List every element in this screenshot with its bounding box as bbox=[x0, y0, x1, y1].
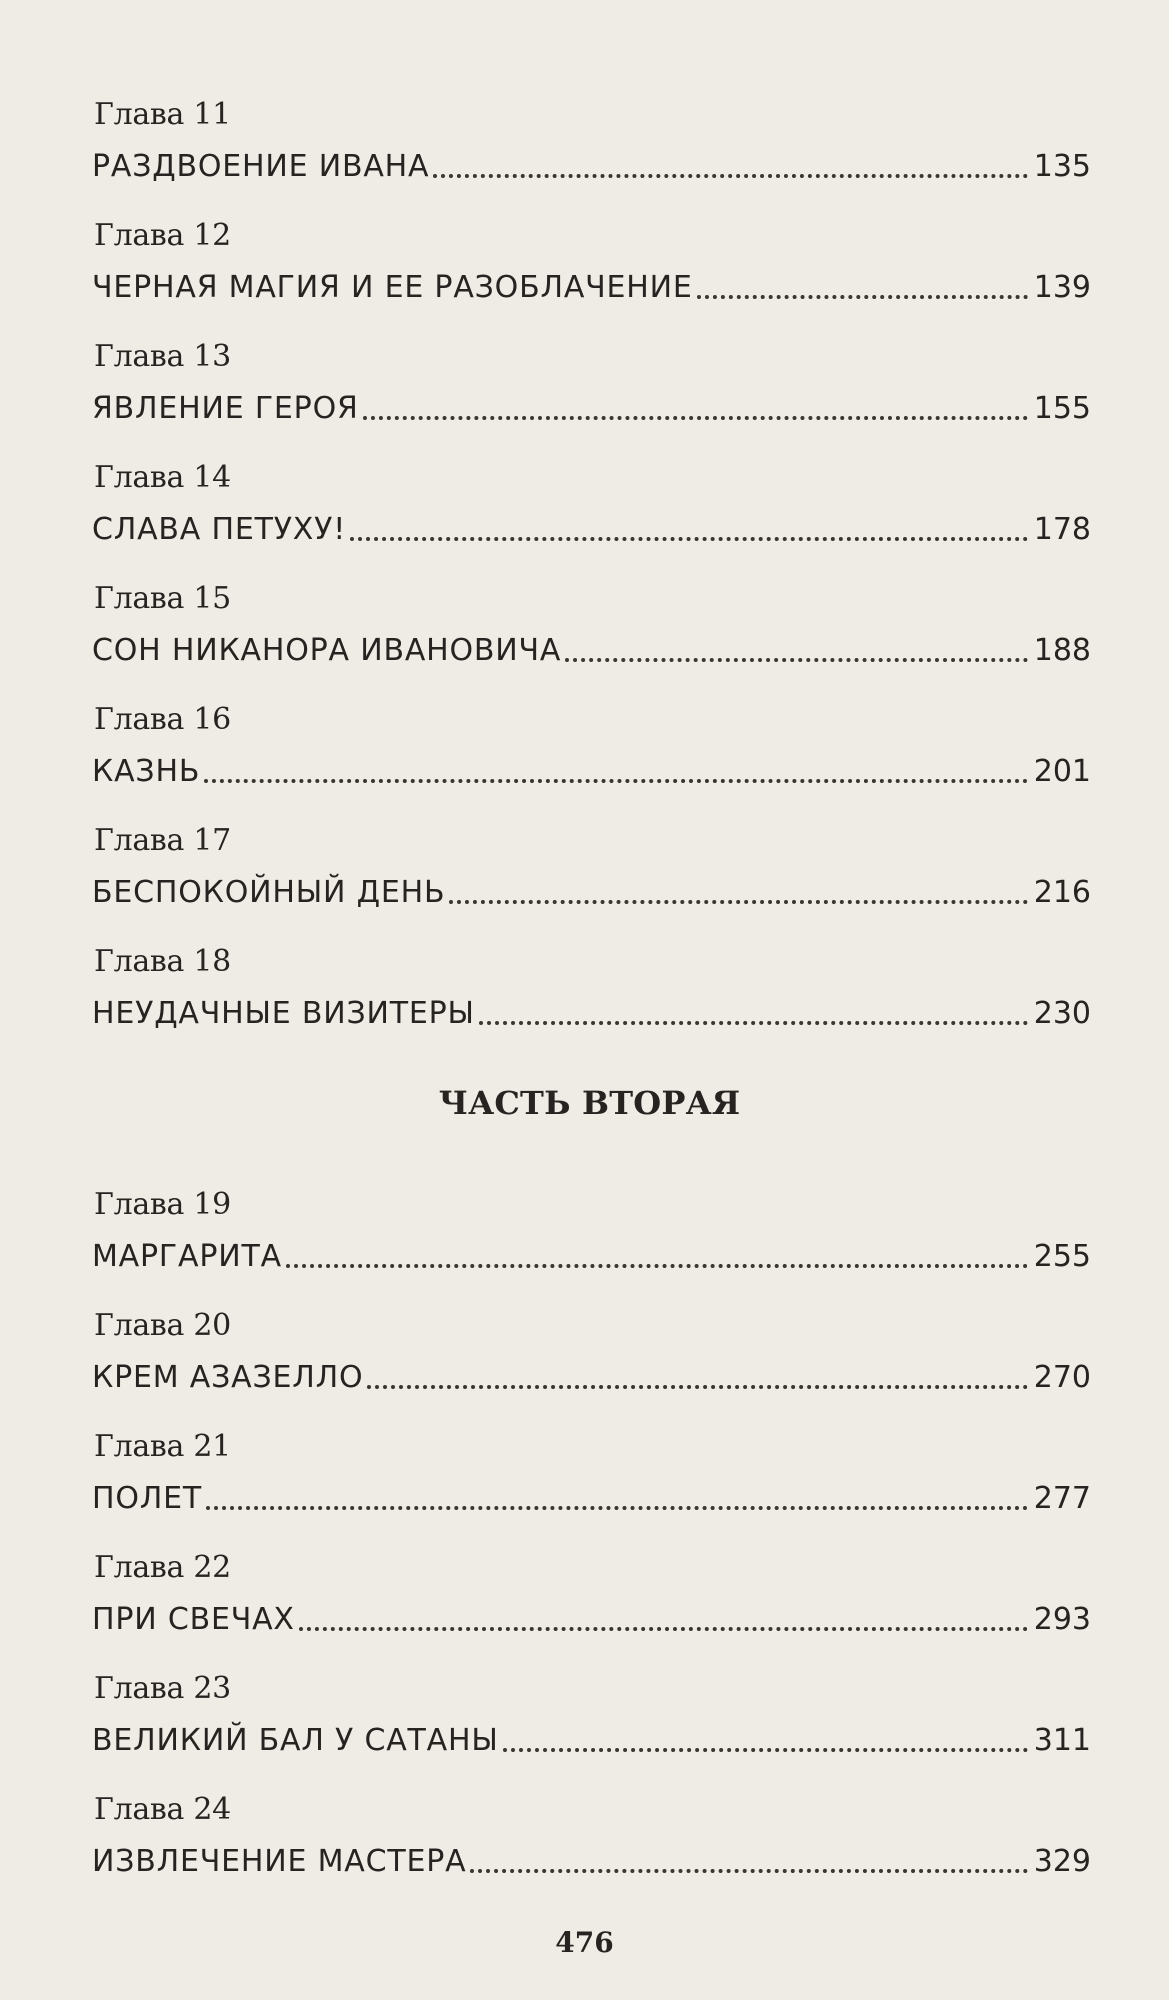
dot-leader bbox=[565, 658, 1028, 662]
toc-entry bbox=[88, 942, 1091, 1063]
chapter-title: ЧЕРНАЯ МАГИЯ И ЕЕ РАЗОБЛАЧЕНИЕ bbox=[92, 270, 693, 305]
toc-entry bbox=[88, 1306, 1091, 1427]
toc-entry-line bbox=[92, 629, 1091, 673]
chapter-number: Глава 22 bbox=[94, 1550, 231, 1585]
chapter-number: Глава 24 bbox=[94, 1792, 231, 1827]
chapter-title: СЛАВА ПЕТУХУ! bbox=[92, 512, 347, 547]
chapter-title: МАРГАРИТА bbox=[92, 1239, 282, 1274]
chapter-page: 139 bbox=[1033, 270, 1091, 305]
chapter-title: КАЗНЬ bbox=[92, 754, 201, 789]
chapter-page: 270 bbox=[1033, 1360, 1091, 1395]
toc-entry bbox=[88, 579, 1091, 700]
chapter-title: ВЕЛИКИЙ БАЛ У САТАНЫ bbox=[92, 1723, 499, 1758]
toc-entry-line bbox=[92, 508, 1091, 552]
dot-leader bbox=[479, 1021, 1028, 1025]
toc-entry bbox=[88, 700, 1091, 821]
chapter-page: 255 bbox=[1033, 1239, 1091, 1274]
toc-entry-line bbox=[92, 871, 1091, 915]
chapter-title: ЯВЛЕНИЕ ГЕРОЯ bbox=[92, 391, 359, 426]
toc-entry-line bbox=[92, 992, 1091, 1036]
dot-leader bbox=[286, 1264, 1028, 1268]
dot-leader bbox=[470, 1869, 1027, 1873]
chapter-title: НЕУДАЧНЫЕ ВИЗИТЕРЫ bbox=[92, 996, 475, 1031]
chapter-title: КРЕМ АЗАЗЕЛЛО bbox=[92, 1360, 364, 1395]
toc-entry bbox=[88, 1185, 1091, 1306]
dot-leader bbox=[206, 1506, 1028, 1510]
chapter-number: Глава 12 bbox=[94, 218, 231, 253]
toc-entry-line bbox=[92, 1477, 1091, 1521]
toc-entry bbox=[88, 821, 1091, 942]
dot-leader bbox=[449, 900, 1027, 904]
chapter-page: 201 bbox=[1033, 754, 1091, 789]
chapter-title: БЕСПОКОЙНЫЙ ДЕНЬ bbox=[92, 875, 446, 910]
toc-entry-line bbox=[92, 1840, 1091, 1884]
chapter-title: ПРИ СВЕЧАХ bbox=[92, 1602, 295, 1637]
page-number: 476 bbox=[555, 1926, 614, 1959]
toc-entry-line bbox=[92, 145, 1091, 189]
chapter-page: 329 bbox=[1033, 1844, 1091, 1879]
chapter-page: 230 bbox=[1033, 996, 1091, 1031]
dot-leader bbox=[433, 174, 1027, 178]
toc-entry bbox=[88, 458, 1091, 579]
toc-entry bbox=[88, 1790, 1091, 1911]
chapter-page: 216 bbox=[1033, 875, 1091, 910]
chapter-number: Глава 16 bbox=[94, 702, 231, 737]
toc-entry bbox=[88, 1548, 1091, 1669]
toc-entry-line bbox=[92, 750, 1091, 794]
dot-leader bbox=[350, 537, 1028, 541]
chapter-title: СОН НИКАНОРА ИВАНОВИЧА bbox=[92, 633, 562, 668]
chapter-number: Глава 11 bbox=[94, 97, 231, 132]
toc-entry-line bbox=[92, 1719, 1091, 1763]
chapter-title: ИЗВЛЕЧЕНИЕ МАСТЕРА bbox=[92, 1844, 467, 1879]
toc-entry-line bbox=[92, 1598, 1091, 1642]
dot-leader bbox=[363, 416, 1028, 420]
toc-group-part-one bbox=[88, 95, 1091, 1063]
toc-entry bbox=[88, 95, 1091, 216]
chapter-number: Глава 13 bbox=[94, 339, 231, 374]
chapter-page: 178 bbox=[1033, 512, 1091, 547]
toc-entry-line bbox=[92, 387, 1091, 431]
dot-leader bbox=[503, 1748, 1028, 1752]
chapter-page: 277 bbox=[1033, 1481, 1091, 1516]
toc-entry bbox=[88, 216, 1091, 337]
chapter-page: 135 bbox=[1033, 149, 1091, 184]
toc-entry-line bbox=[92, 1356, 1091, 1400]
chapter-number: Глава 17 bbox=[94, 823, 231, 858]
toc-group-part-two bbox=[88, 1185, 1091, 1911]
dot-leader bbox=[299, 1627, 1028, 1631]
chapter-page: 293 bbox=[1033, 1602, 1091, 1637]
chapter-page: 311 bbox=[1033, 1723, 1091, 1758]
toc-entry-line bbox=[92, 1235, 1091, 1279]
chapter-number: Глава 14 bbox=[94, 460, 231, 495]
toc-entry-line bbox=[92, 266, 1091, 310]
chapter-number: Глава 19 bbox=[94, 1187, 231, 1222]
part-heading bbox=[88, 1063, 1091, 1185]
dot-leader bbox=[697, 295, 1028, 299]
toc-entry bbox=[88, 1427, 1091, 1548]
chapter-number: Глава 23 bbox=[94, 1671, 231, 1706]
toc-entry bbox=[88, 1669, 1091, 1790]
chapter-page: 155 bbox=[1033, 391, 1091, 426]
chapter-number: Глава 15 bbox=[94, 581, 231, 616]
dot-leader bbox=[367, 1385, 1027, 1389]
toc-entry bbox=[88, 337, 1091, 458]
table-of-contents bbox=[88, 95, 1091, 1911]
chapter-title: ПОЛЕТ bbox=[92, 1481, 203, 1516]
chapter-number: Глава 20 bbox=[94, 1308, 231, 1343]
dot-leader bbox=[204, 779, 1028, 783]
chapter-number: Глава 21 bbox=[94, 1429, 231, 1464]
part-title: ЧАСТЬ ВТОРАЯ bbox=[438, 1084, 741, 1122]
chapter-page: 188 bbox=[1033, 633, 1091, 668]
chapter-title: РАЗДВОЕНИЕ ИВАНА bbox=[92, 149, 430, 184]
chapter-number: Глава 18 bbox=[94, 944, 231, 979]
